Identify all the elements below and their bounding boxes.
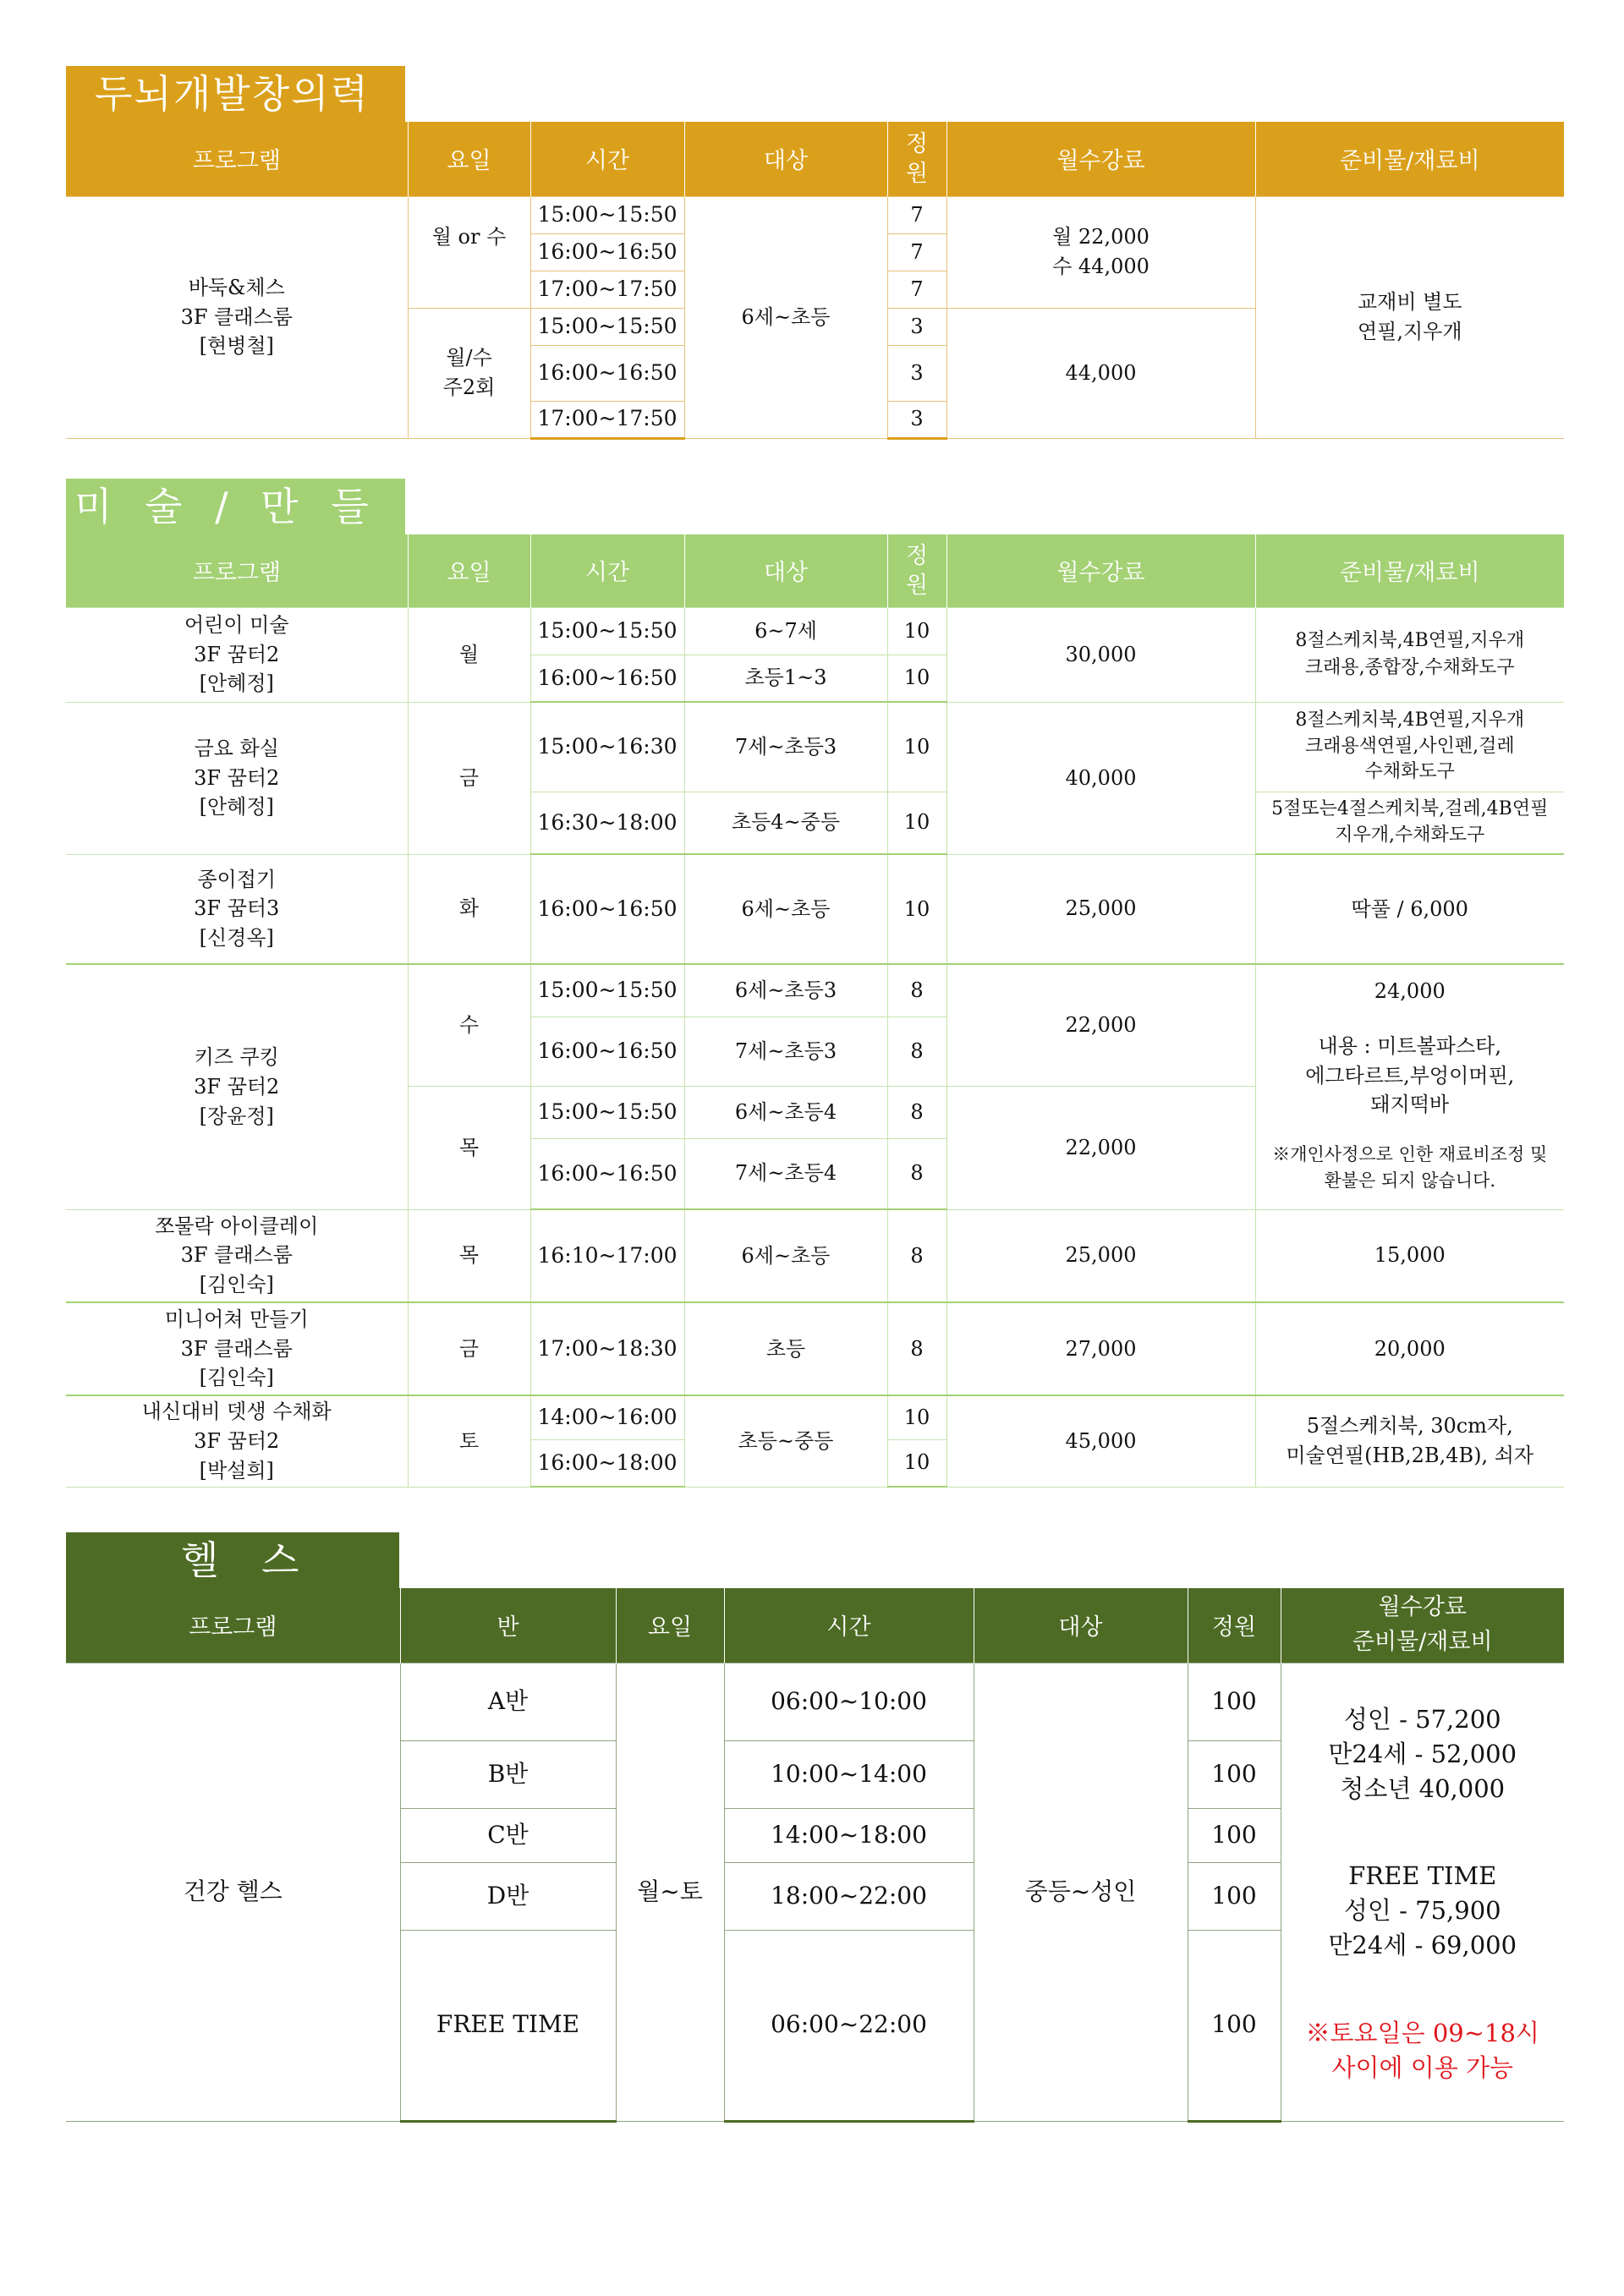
target-cell: 초등~중등 [684, 1395, 887, 1487]
art-table [66, 534, 1564, 1488]
col-header-day: 요일 [408, 122, 530, 196]
target-cell: 6세~초등 [684, 854, 887, 964]
materials-cell: 5절또는4절스케치북,걸레,4B연필 지우개,수채화도구 [1255, 792, 1564, 854]
class-cell: D반 [400, 1862, 616, 1930]
capacity-cell: 100 [1188, 1862, 1281, 1930]
fee-cell: 40,000 [946, 702, 1255, 854]
capacity-cell: 8 [887, 1138, 946, 1209]
fee-cell: 27,000 [946, 1302, 1255, 1395]
materials-price: 24,000 [1374, 979, 1446, 1003]
target-cell: 7세~초등4 [684, 1138, 887, 1209]
time-cell: 16:00~16:50 [530, 1138, 684, 1209]
capacity-cell: 8 [887, 1086, 946, 1138]
time-cell: 16:00~16:50 [530, 1016, 684, 1086]
program-cell: 금요 화실 3F 꿈터2 [안혜정] [66, 702, 408, 854]
capacity-cell: 8 [887, 1302, 946, 1395]
col-header-time: 시간 [724, 1588, 974, 1663]
col-header-program: 프로그램 [66, 1588, 400, 1663]
time-cell: 06:00~22:00 [724, 1930, 974, 2121]
target-cell: 6세~초등 [684, 196, 887, 438]
capacity-cell: 7 [887, 196, 946, 233]
capacity-cell: 100 [1188, 1930, 1281, 2121]
capacity-cell: 3 [887, 401, 946, 438]
col-header-capacity: 정 원 [887, 534, 946, 607]
fee-cell: 22,000 [946, 964, 1255, 1086]
materials-cell: 8절스케치북,4B연필,지우개 크래용,종합장,수채화도구 [1255, 607, 1564, 702]
capacity-cell: 7 [887, 233, 946, 271]
col-header-fee: 월수강료 [946, 534, 1255, 607]
class-cell: C반 [400, 1808, 616, 1862]
table-row [66, 854, 1564, 964]
materials-cell: 20,000 [1255, 1302, 1564, 1395]
target-cell: 6세~초등4 [684, 1086, 887, 1138]
table-row [66, 964, 1564, 1016]
day-cell: 수 [408, 964, 530, 1086]
capacity-cell: 10 [887, 1395, 946, 1439]
target-cell: 초등 [684, 1302, 887, 1395]
class-cell: FREE TIME [400, 1930, 616, 2121]
section-title-brain: 두뇌개발창의력 [66, 66, 405, 122]
table-row [66, 1302, 1564, 1395]
health-table [66, 1588, 1564, 2123]
fee-list: 성인 - 57,200 만24세 - 52,000 청소년 40,000 [1328, 1704, 1517, 1803]
fee-cell: 22,000 [946, 1086, 1255, 1209]
table-row [66, 1395, 1564, 1439]
day-cell: 월 or 수 [408, 196, 530, 308]
time-cell: 16:30~18:00 [530, 792, 684, 854]
free-time-fee-list: FREE TIME 성인 - 75,900 만24세 - 69,000 [1328, 1861, 1517, 1960]
time-cell: 16:00~16:50 [530, 233, 684, 271]
time-cell: 18:00~22:00 [724, 1862, 974, 1930]
time-cell: 14:00~16:00 [530, 1395, 684, 1439]
fee-cell: 월 22,000 수 44,000 [946, 196, 1255, 308]
day-cell: 화 [408, 854, 530, 964]
col-header-program: 프로그램 [66, 122, 408, 196]
day-cell: 토 [408, 1395, 530, 1487]
day-cell: 금 [408, 702, 530, 854]
program-cell: 종이접기 3F 꿈터3 [신경옥] [66, 854, 408, 964]
day-cell: 목 [408, 1086, 530, 1209]
materials-cell [1255, 964, 1564, 1209]
day-cell: 금 [408, 1302, 530, 1395]
capacity-cell: 3 [887, 345, 946, 401]
col-header-target: 대상 [974, 1588, 1188, 1663]
fee-cell: 30,000 [946, 607, 1255, 702]
target-cell: 7세~초등3 [684, 1016, 887, 1086]
day-cell: 월 [408, 607, 530, 702]
col-header-day: 요일 [408, 534, 530, 607]
capacity-cell: 10 [887, 702, 946, 792]
class-cell: B반 [400, 1740, 616, 1808]
target-cell: 7세~초등3 [684, 702, 887, 792]
time-cell: 16:00~16:50 [530, 345, 684, 401]
target-cell: 초등1~3 [684, 655, 887, 702]
program-cell: 바둑&체스 3F 클래스룸 [현병철] [66, 196, 408, 438]
capacity-cell: 10 [887, 854, 946, 964]
time-cell: 10:00~14:00 [724, 1740, 974, 1808]
time-cell: 15:00~15:50 [530, 607, 684, 655]
section-title-health: 헬 스 [66, 1532, 399, 1588]
fee-cell: 44,000 [946, 308, 1255, 438]
materials-cell: 5절스케치북, 30cm자, 미술연필(HB,2B,4B), 쇠자 [1255, 1395, 1564, 1487]
capacity-cell: 10 [887, 1439, 946, 1487]
program-cell: 미니어쳐 만들기 3F 클래스룸 [김인숙] [66, 1302, 408, 1395]
saturday-note: ※토요일은 09~18시 사이에 이용 가능 [1305, 2018, 1539, 2082]
section-title-art: 미 술 / 만 들 [66, 479, 405, 534]
table-row [66, 196, 1564, 233]
time-cell: 17:00~18:30 [530, 1302, 684, 1395]
materials-note: ※개인사정으로 인한 재료비조정 및 환불은 되지 않습니다. [1272, 1144, 1548, 1191]
program-cell: 쪼물락 아이클레이 3F 클래스룸 [김인숙] [66, 1209, 408, 1302]
time-cell: 16:00~16:50 [530, 854, 684, 964]
capacity-cell: 10 [887, 792, 946, 854]
col-header-materials: 준비물/재료비 [1255, 534, 1564, 607]
col-header-program: 프로그램 [66, 534, 408, 607]
capacity-cell: 100 [1188, 1740, 1281, 1808]
fee-cell: 45,000 [946, 1395, 1255, 1487]
fee-cell: 25,000 [946, 854, 1255, 964]
col-header-capacity: 정 원 [887, 122, 946, 196]
materials-cell: 딱풀 / 6,000 [1255, 854, 1564, 964]
materials-content: 내용 : 미트볼파스타, 에그타르트,부엉이머핀, 돼지떡바 [1305, 1033, 1515, 1117]
table-header-row [66, 122, 1564, 196]
program-cell: 건강 헬스 [66, 1663, 400, 2121]
table-header-row [66, 534, 1564, 607]
col-header-fee: 월수강료 [946, 122, 1255, 196]
time-cell: 15:00~15:50 [530, 308, 684, 345]
fee-cell [1281, 1663, 1564, 2121]
program-cell: 키즈 쿠킹 3F 꿈터2 [장윤정] [66, 964, 408, 1209]
time-cell: 16:10~17:00 [530, 1209, 684, 1302]
col-header-target: 대상 [684, 122, 887, 196]
brain-table [66, 122, 1564, 440]
table-header-row [66, 1588, 1564, 1663]
capacity-cell: 100 [1188, 1808, 1281, 1862]
capacity-cell: 3 [887, 308, 946, 345]
day-cell: 월/수 주2회 [408, 308, 530, 438]
col-header-materials: 준비물/재료비 [1255, 122, 1564, 196]
target-cell: 6~7세 [684, 607, 887, 655]
time-cell: 17:00~17:50 [530, 401, 684, 438]
time-cell: 17:00~17:50 [530, 271, 684, 308]
time-cell: 16:00~18:00 [530, 1439, 684, 1487]
col-header-target: 대상 [684, 534, 887, 607]
capacity-cell: 7 [887, 271, 946, 308]
time-cell: 15:00~16:30 [530, 702, 684, 792]
materials-cell: 교재비 별도 연필,지우개 [1255, 196, 1564, 438]
col-header-time: 시간 [530, 122, 684, 196]
program-cell: 내신대비 뎃생 수채화 3F 꿈터2 [박설희] [66, 1395, 408, 1487]
capacity-cell: 100 [1188, 1663, 1281, 1740]
materials-cell: 15,000 [1255, 1209, 1564, 1302]
time-cell: 14:00~18:00 [724, 1808, 974, 1862]
col-header-class: 반 [400, 1588, 616, 1663]
target-cell: 6세~초등 [684, 1209, 887, 1302]
table-row [66, 1663, 1564, 1740]
time-cell: 15:00~15:50 [530, 964, 684, 1016]
table-row [66, 1209, 1564, 1302]
target-cell: 6세~초등3 [684, 964, 887, 1016]
day-cell: 월~토 [616, 1663, 724, 2121]
time-cell: 15:00~15:50 [530, 196, 684, 233]
materials-cell: 8절스케치북,4B연필,지우개 크래용색연필,사인펜,걸레 수채화도구 [1255, 702, 1564, 792]
table-row [66, 702, 1564, 792]
program-cell: 어린이 미술 3F 꿈터2 [안혜정] [66, 607, 408, 702]
target-cell: 초등4~중등 [684, 792, 887, 854]
fee-cell: 25,000 [946, 1209, 1255, 1302]
col-header-capacity: 정원 [1188, 1588, 1281, 1663]
capacity-cell: 8 [887, 964, 946, 1016]
table-row [66, 607, 1564, 655]
capacity-cell: 10 [887, 655, 946, 702]
time-cell: 16:00~16:50 [530, 655, 684, 702]
col-header-day: 요일 [616, 1588, 724, 1663]
col-header-time: 시간 [530, 534, 684, 607]
capacity-cell: 8 [887, 1016, 946, 1086]
time-cell: 15:00~15:50 [530, 1086, 684, 1138]
class-cell: A반 [400, 1663, 616, 1740]
capacity-cell: 10 [887, 607, 946, 655]
capacity-cell: 8 [887, 1209, 946, 1302]
target-cell: 중등~성인 [974, 1663, 1188, 2121]
col-header-fee-materials: 월수강료 준비물/재료비 [1281, 1588, 1564, 1663]
day-cell: 목 [408, 1209, 530, 1302]
time-cell: 06:00~10:00 [724, 1663, 974, 1740]
